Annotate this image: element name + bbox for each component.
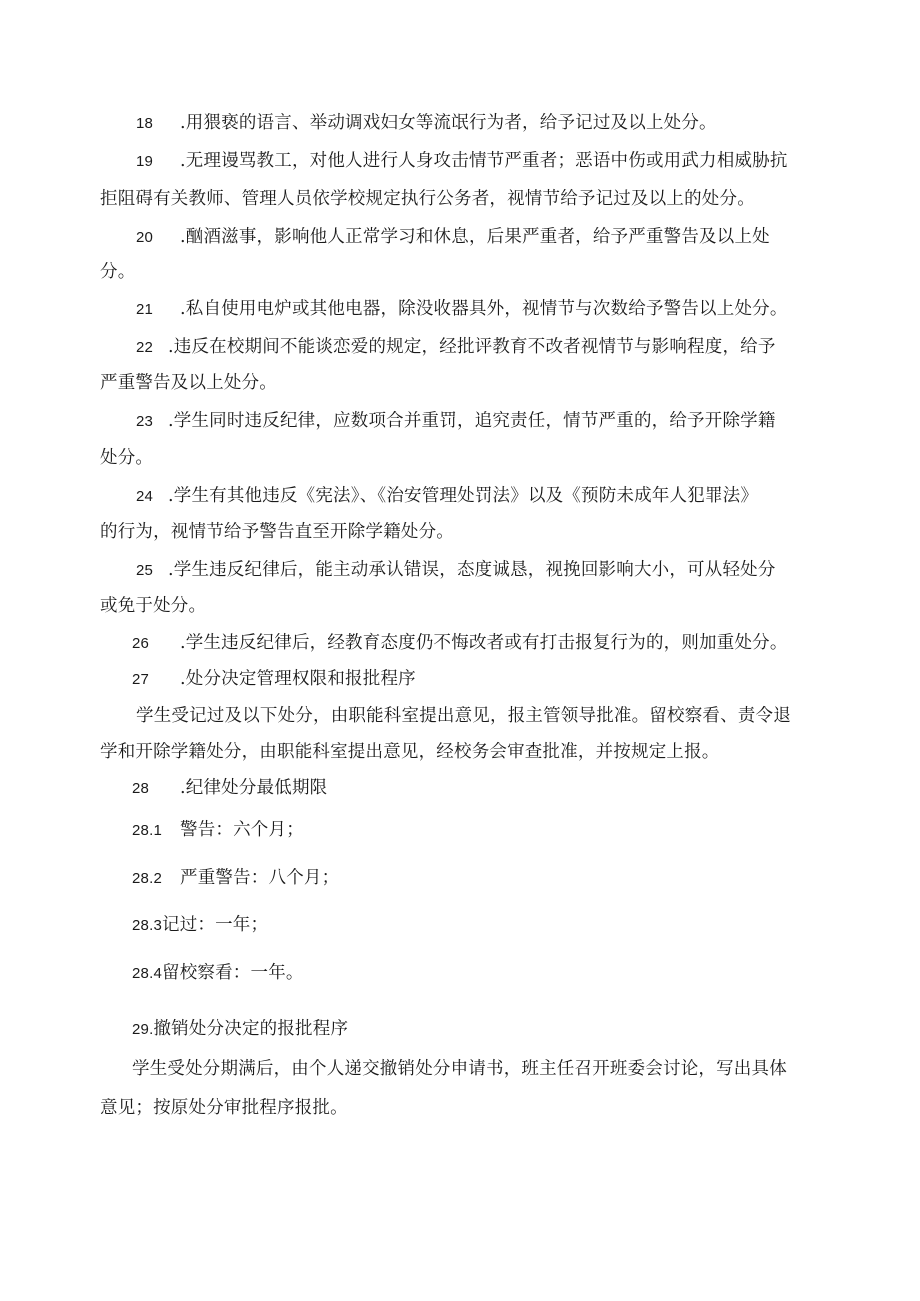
- clause-23: [136, 409, 776, 434]
- subclause-28-1: [132, 818, 304, 843]
- clause-18: [136, 111, 717, 136]
- subclause-number: 28.2: [132, 870, 162, 887]
- clause-25: [136, 558, 776, 583]
- subclause-text: 警告：六个月；: [180, 820, 304, 840]
- clause-text: .私自使用电炉或其他电器，除没收器具外，视情节与次数给予警告以上处分。: [180, 299, 788, 319]
- clause-19: [136, 149, 788, 174]
- clause-number: 20: [136, 229, 154, 246]
- clause-number: 29.: [132, 1021, 154, 1038]
- clause-text: 撤销处分决定的报批程序: [153, 1019, 349, 1039]
- subclause-text: 留校察看：一年。: [162, 963, 304, 983]
- clause-number: 21: [136, 301, 154, 318]
- clause-23-continuation: 处分。: [100, 448, 154, 468]
- clause-text: .用猥亵的语言、举动调戏妇女等流氓行为者，给予记过及以上处分。: [180, 113, 717, 133]
- clause-19-continuation: 拒阻碍有关教师、管理人员依学校规定执行公务者，视情节给予记过及以上的处分。: [100, 189, 755, 209]
- clause-text: .违反在校期间不能谈恋爱的规定，经批评教育不改者视情节与影响程度，给予: [168, 337, 776, 357]
- clause-number: 19: [136, 153, 154, 170]
- clause-25-continuation: 或免于处分。: [100, 596, 207, 616]
- clause-22-continuation: 严重警告及以上处分。: [100, 373, 277, 393]
- subclause-28-2: [132, 866, 339, 891]
- clause-29-paragraph-line-2: 意见；按原处分审批程序报批。: [100, 1098, 348, 1118]
- subclause-text: 记过：一年；: [162, 915, 269, 935]
- clause-24: [136, 484, 758, 509]
- subclause-number: 28.1: [132, 822, 162, 839]
- clause-text: .学生违反纪律后，经教育态度仍不悔改者或有打击报复行为的，则加重处分。: [180, 633, 788, 653]
- clause-29: [132, 1017, 348, 1042]
- subclause-number: 28.3: [132, 917, 162, 934]
- clause-text: .处分决定管理权限和报批程序: [180, 669, 416, 689]
- clause-21: [136, 297, 788, 322]
- clause-text: .酗酒滋事，影响他人正常学习和休息，后果严重者，给予严重警告及以上处: [180, 227, 770, 247]
- clause-text: .纪律处分最低期限: [180, 778, 328, 798]
- clause-number: 26: [132, 635, 150, 652]
- clause-28: [132, 776, 327, 801]
- clause-text: .无理谩骂教工，对他人进行人身攻击情节严重者；恶语中伤或用武力相威胁抗: [180, 151, 788, 171]
- clause-20-continuation: 分。: [100, 262, 136, 282]
- subclause-28-4: [132, 961, 304, 986]
- clause-text: .学生同时违反纪律，应数项合并重罚，追究责任，情节严重的，给予开除学籍: [168, 411, 776, 431]
- clause-27-paragraph-line-1: 学生受记过及以下处分，由职能科室提出意见，报主管领导批准。留校察看、责令退: [136, 706, 791, 726]
- clause-24-continuation: 的行为，视情节给予警告直至开除学籍处分。: [100, 522, 454, 542]
- subclause-text: 严重警告：八个月；: [180, 868, 340, 888]
- clause-20: [136, 225, 770, 250]
- clause-text: .学生违反纪律后，能主动承认错误，态度诚恳，视挽回影响大小，可从轻处分: [168, 560, 776, 580]
- clause-22: [136, 335, 776, 360]
- clause-26: [132, 631, 788, 656]
- clause-number: 23: [136, 413, 154, 430]
- clause-number: 25: [136, 562, 154, 579]
- clause-text: .学生有其他违反《宪法》、《治安管理处罚法》以及《预防未成年人犯罪法》: [168, 486, 759, 506]
- clause-number: 18: [136, 115, 154, 132]
- clause-number: 28: [132, 780, 150, 797]
- clause-27-paragraph-line-2: 学和开除学籍处分，由职能科室提出意见，经校务会审查批准，并按规定上报。: [100, 742, 720, 762]
- clause-27: [132, 667, 416, 692]
- clause-number: 22: [136, 339, 154, 356]
- clause-number: 27: [132, 671, 150, 688]
- clause-29-paragraph-line-1: 学生受处分期满后，由个人递交撤销处分申请书，班主任召开班委会讨论，写出具体: [132, 1059, 787, 1079]
- subclause-28-3: [132, 913, 268, 938]
- clause-number: 24: [136, 488, 154, 505]
- subclause-number: 28.4: [132, 965, 162, 982]
